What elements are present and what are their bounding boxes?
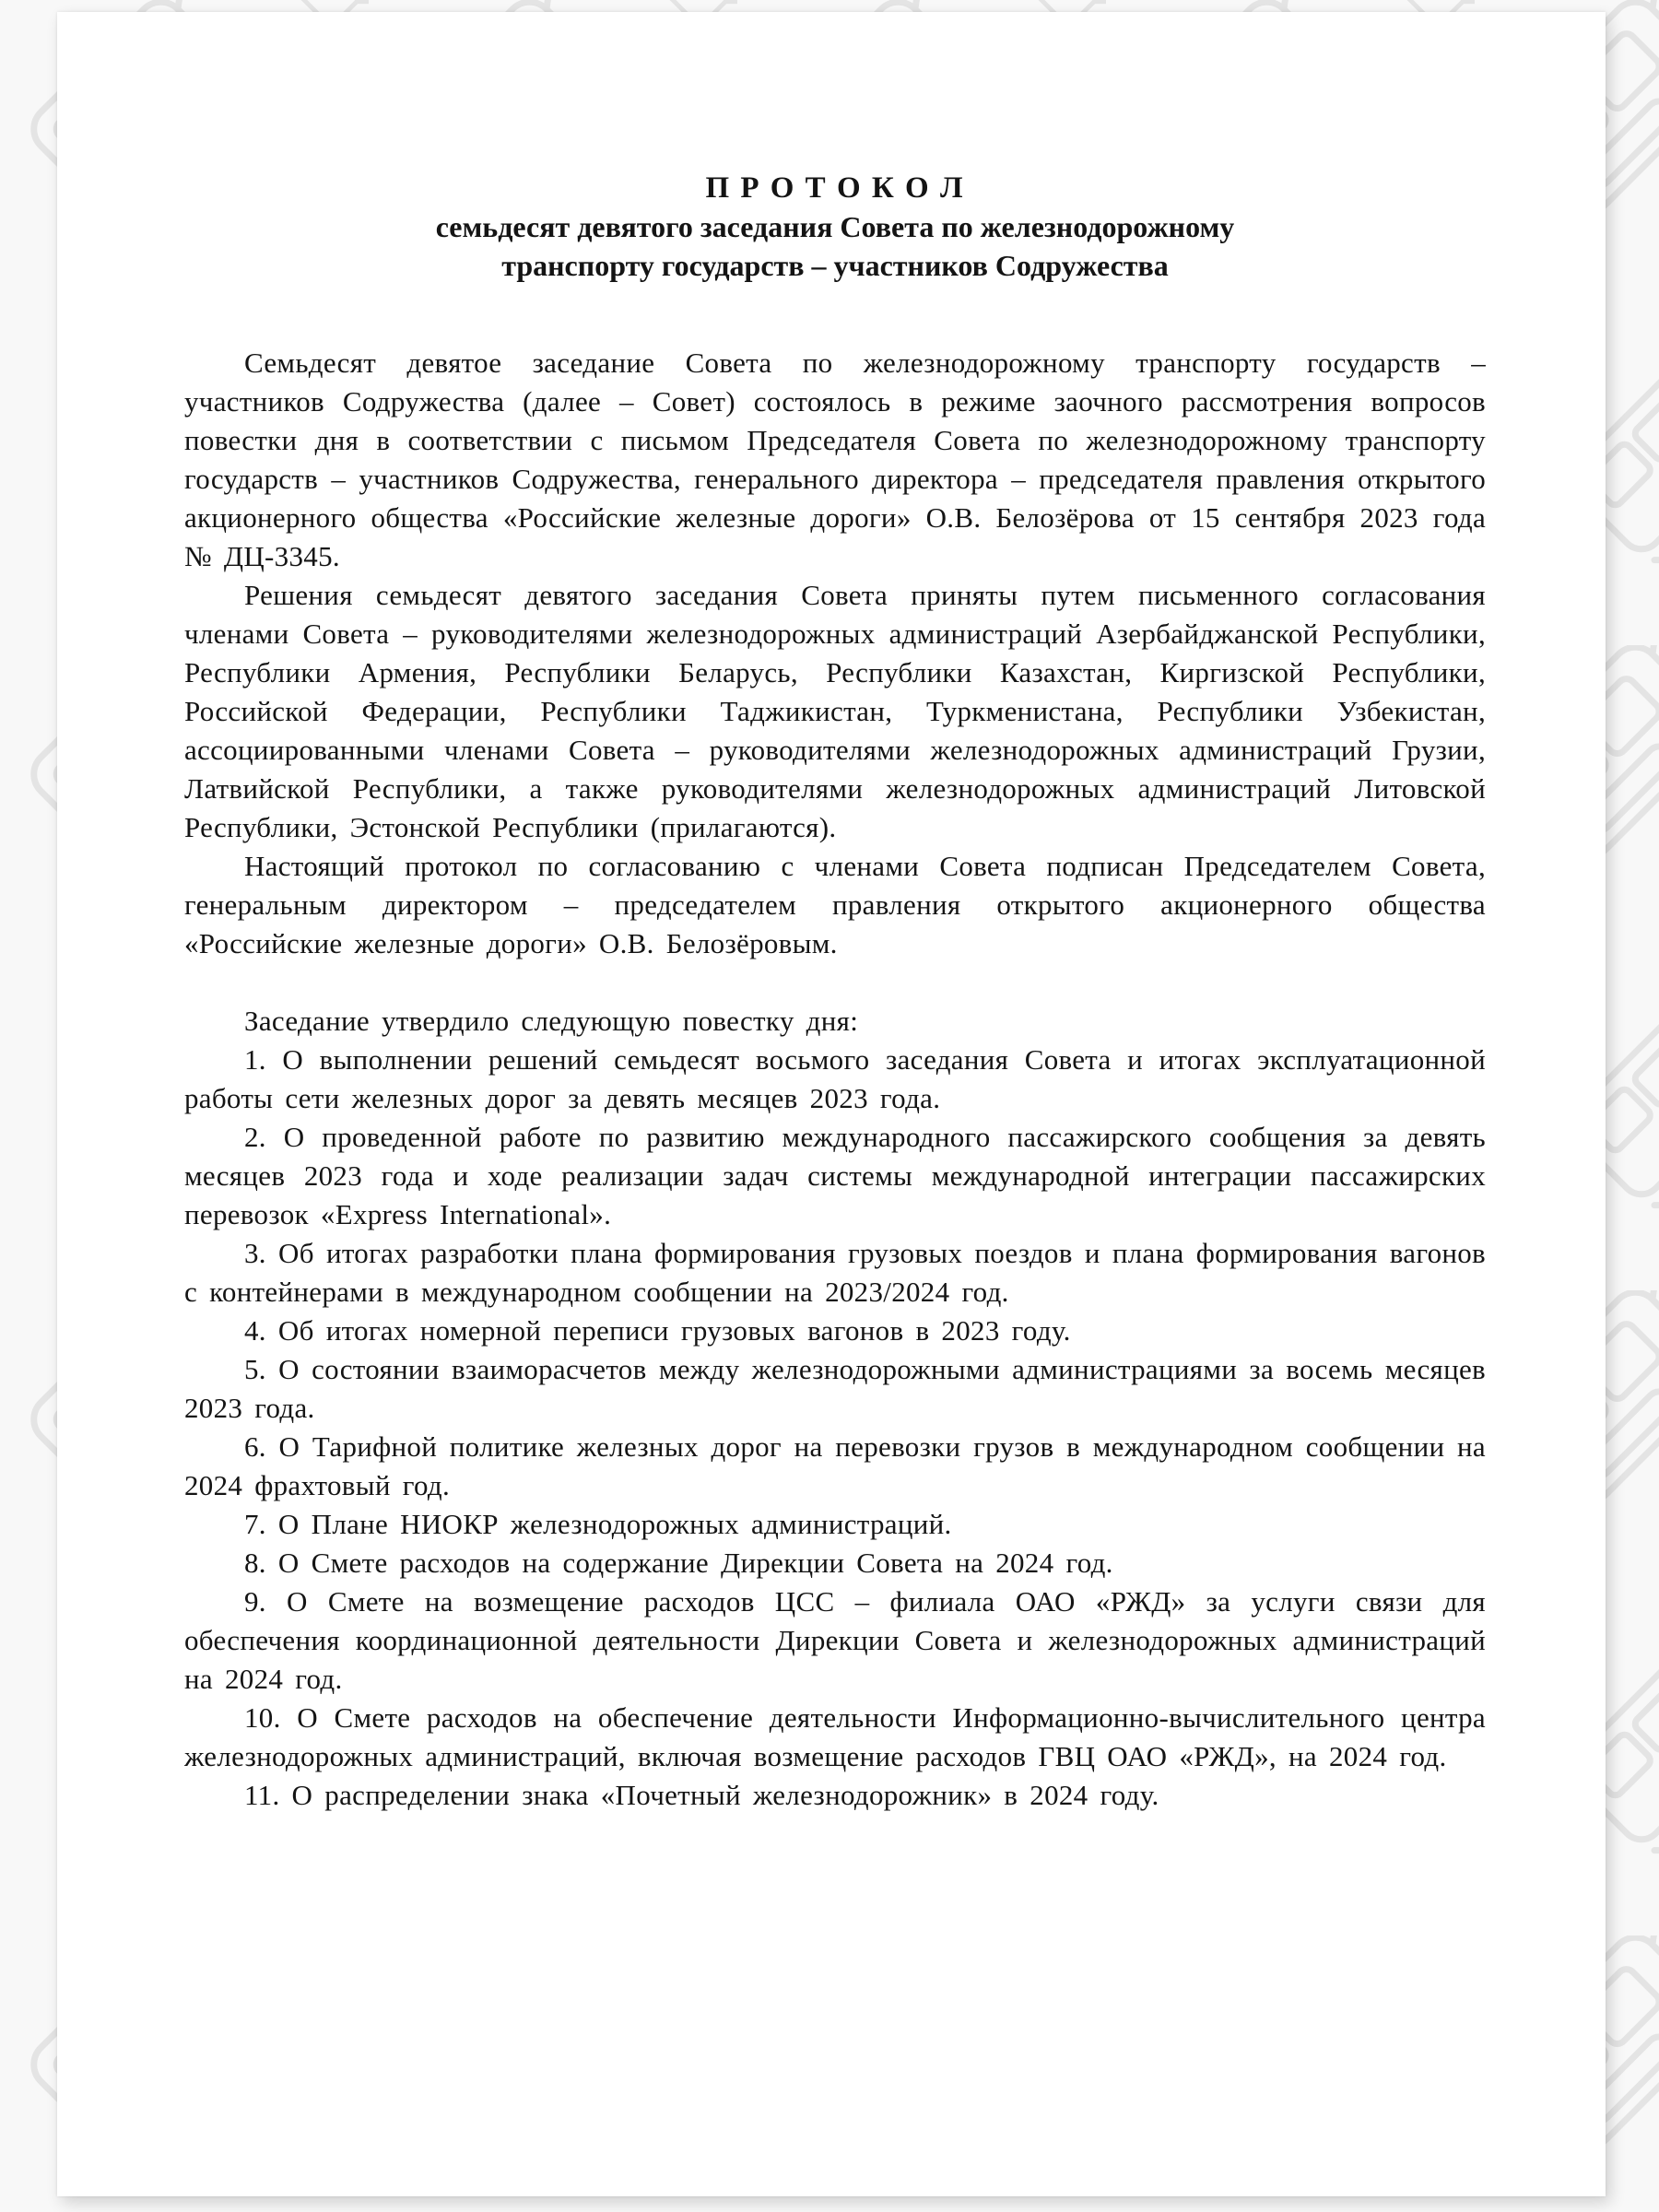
agenda-item-9: 9. О Смете на возмещение расходов ЦСС – филиала ОАО «РЖД» за услуги связи для обеспечения координационной деятельности Дирекции Совета и железнодорожных администраций на 2024 год. (184, 1585, 1486, 1695)
agenda-item-4: 4. Об итогах номерной переписи грузовых вагонов в 2023 году. (244, 1314, 1071, 1347)
document-subtitle-line2: транспорту государств – участников Содружества (501, 249, 1169, 282)
document-subtitle-line1: семьдесят девятого заседания Совета по железнодорожному (435, 210, 1235, 243)
agenda-item-10: 10. О Смете расходов на обеспечение деятельности Информационно-вычислительного центра железнодорожных администраций, включая возмещение расходов ГВЦ ОАО «РЖД», на 2024 год. (184, 1701, 1486, 1772)
document-page (57, 12, 1606, 2196)
agenda-intro: Заседание утвердило следующую повестку дня: (244, 1005, 859, 1037)
paragraph-2: Решения семьдесят девятого заседания Совета приняты путем письменного согласования членами Совета – руководителями железнодорожных администраций Азербайджанской Республики, Республики Армения, Республики Беларусь, Республики Казахстан, Киргизской Республики, Российской Федерации, Республики Таджикистан, Туркменистана, Республики Узбекистан, ассоциированными членами Совета – руководителями железнодорожных администраций Грузии, Латвийской Республики, а также руководителями железнодорожных администраций Литовской Республики, Эстонской Республики (прилагаются). (184, 579, 1486, 843)
agenda-item-1: 1. О выполнении решений семьдесят восьмого заседания Совета и итогах эксплуатационной работы сети железных дорог за девять месяцев 2023 года. (184, 1043, 1486, 1114)
agenda-item-2: 2. О проведенной работе по развитию международного пассажирского сообщения за девять месяцев 2023 года и ходе реализации задач системы международной интеграции пассажирских перевозок «Express International». (184, 1121, 1486, 1230)
paragraph-3: Настоящий протокол по согласованию с членами Совета подписан Председателем Совета, генеральным директором – председателем правления открытого акционерного общества «Российские железные дороги» О.В. Белозёровым. (184, 850, 1486, 959)
agenda-item-5: 5. О состоянии взаиморасчетов между железнодорожными администрациями за восемь месяцев 2023 года. (184, 1353, 1486, 1424)
agenda-item-6: 6. О Тарифной политике железных дорог на перевозки грузов в международном сообщении на 2024 фрахтовый год. (184, 1430, 1486, 1501)
agenda-item-3: 3. Об итогах разработки плана формирования грузовых поездов и плана формирования вагонов с контейнерами в международном сообщении на 2023/2024 год. (184, 1237, 1486, 1308)
agenda-item-7: 7. О Плане НИОКР железнодорожных администраций. (244, 1508, 952, 1540)
document-title: П Р О Т О К О Л (705, 171, 965, 205)
agenda-item-11: 11. О распределении знака «Почетный железнодорожник» в 2024 году. (244, 1779, 1159, 1811)
paragraph-1: Семьдесят девятое заседание Совета по железнодорожному транспорту государств – участников Содружества (далее – Совет) состоялось в режиме заочного рассмотрения вопросов повестки дня в соответствии с письмом Председателя Совета по железнодорожному транспорту государств – участников Содружества, генерального директора – председателя правления открытого акционерного общества «Российские железные дороги» О.В. Белозёрова от 15 сентября 2023 года № ДЦ-3345. (184, 347, 1486, 572)
agenda-item-8: 8. О Смете расходов на содержание Дирекции Совета на 2024 год. (244, 1547, 1113, 1579)
